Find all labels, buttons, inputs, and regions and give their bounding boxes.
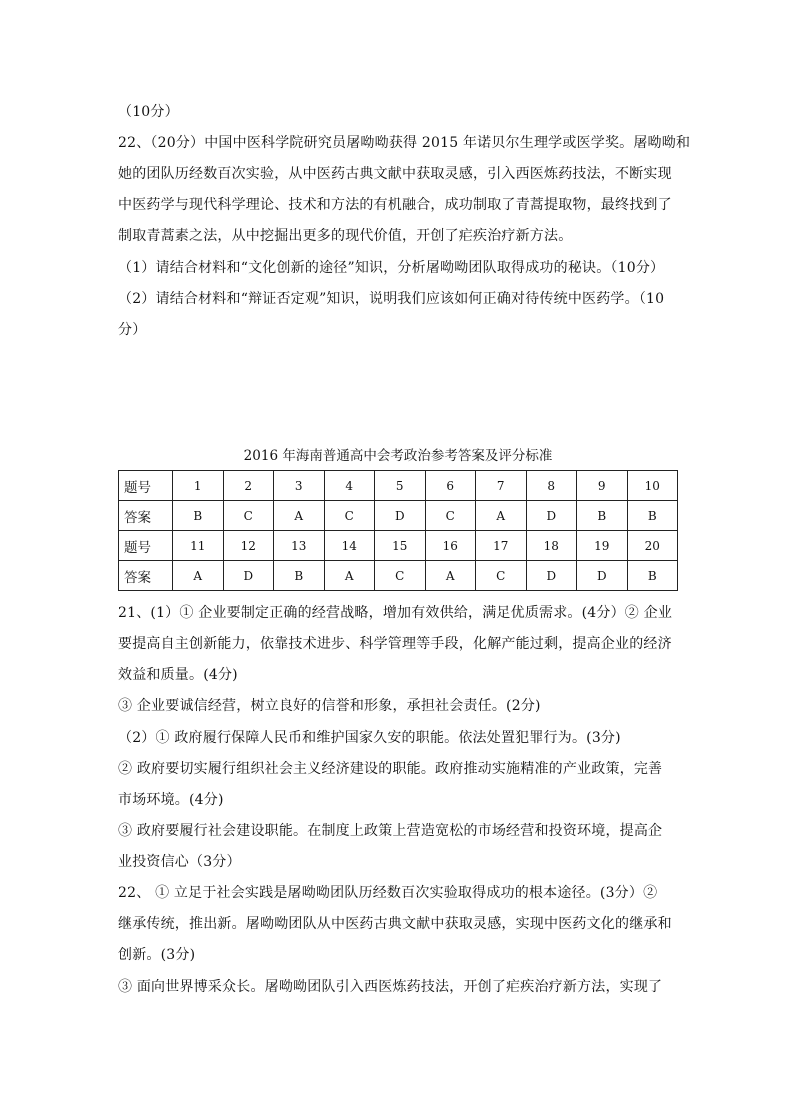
row-label: 答案 [119,501,173,531]
table-cell: B [627,501,678,531]
table-cell: 19 [577,531,628,561]
table-row [119,561,678,591]
text-line: ③ 政府要履行社会建设职能。在制度上政策上营造宽松的市场经营和投资环境，提高企 [118,823,663,839]
table-cell: 15 [375,531,426,561]
table-row [119,471,678,501]
text-line: 中医药学与现代科学理论、技术和方法的有机融合，成功制取了青蒿提取物，最终找到了 [118,197,672,213]
table-cell: C [324,501,375,531]
table-cell: B [577,501,628,531]
text-line: 分） [118,322,147,338]
table-cell: 17 [476,531,527,561]
table-cell: B [274,561,325,591]
table-cell: B [627,561,678,591]
table-cell: D [526,501,577,531]
table-row [119,531,678,561]
table-cell: 13 [274,531,325,561]
table-cell: D [526,561,577,591]
table-cell: 12 [223,531,274,561]
text-line: 制取青蒿素之法，从中挖掘出更多的现代价值，开创了疟疾治疗新方法。 [118,228,573,244]
table-row [119,501,678,531]
text-line: ② 政府要切实履行组织社会主义经济建设的职能。政府推动实施精准的产业政策，完善 [118,761,663,777]
table-cell: A [476,501,527,531]
table-cell: 1 [173,471,224,501]
text-line: 业投资信心（3分） [118,854,241,870]
table-cell: D [375,501,426,531]
sub-question-2: （2）请结合材料和“辩证否定观”知识，说明我们应该如何正确对待传统中医药学。（10 [118,291,665,307]
table-cell: 3 [274,471,325,501]
table-cell: 5 [375,471,426,501]
table-cell: 2 [223,471,274,501]
text-line: （2）① 政府履行保障人民币和维护国家久安的职能。依法处置犯罪行为。(3分) [118,730,621,746]
table-cell: 18 [526,531,577,561]
row-label: 题号 [119,471,173,501]
row-label: 答案 [119,561,173,591]
table-cell: C [425,501,476,531]
table-cell: D [577,561,628,591]
text-line: ③ 面向世界博采众长。屠呦呦团队引入西医炼药技法，开创了疟疾治疗新方法，实现了 [118,979,663,995]
answer-table [118,470,678,591]
table-cell: A [274,501,325,531]
sub-question-1: （1）请结合材料和“文化创新的途径”知识，分析屠呦呦团队取得成功的秘诀。（10分） [118,260,665,276]
table-cell: 11 [173,531,224,561]
table-cell: A [173,561,224,591]
question-22-line: 22、（20分）中国中医科学院研究员屠呦呦获得 2015 年诺贝尔生理学或医学奖。屠呦呦和 [118,135,691,151]
table-cell: A [425,561,476,591]
answer-21-line: 21、(1）① 企业要制定正确的经营战略，增加有效供给，满足优质需求。(4分）② 企业 [118,605,673,621]
table-cell: 9 [577,471,628,501]
table-cell: C [375,561,426,591]
text-line: 创新。(3分) [118,947,196,963]
answer-22-line: 22、 ① 立足于社会实践是屠呦呦团队历经数百次实验取得成功的根本途径。(3分）② [118,885,658,901]
table-cell: 10 [627,471,678,501]
table-cell: A [324,561,375,591]
table-cell: 8 [526,471,577,501]
table-cell: 16 [425,531,476,561]
text-line: 效益和质量。(4分) [118,667,238,683]
table-cell: 6 [425,471,476,501]
answer-title: 2016 年海南普通高中会考政治参考答案及评分标准 [243,448,553,464]
text-line: ③ 企业要诚信经营，树立良好的信誉和形象，承担社会责任。(2分) [118,698,541,714]
table-cell: 20 [627,531,678,561]
text-line: 她的团队历经数百次实验，从中医药古典文献中获取灵感，引入西医炼药技法，不断实现 [118,166,672,182]
table-cell: 14 [324,531,375,561]
text-line: 市场环境。(4分) [118,792,224,808]
text-line: 继承传统，推出新。屠呦呦团队从中医药古典文献中获取灵感，实现中医药文化的继承和 [118,916,672,932]
table-cell: C [476,561,527,591]
text-line: 要提高自主创新能力，依靠技术进步、科学管理等手段，化解产能过剩，提高企业的经济 [118,636,672,652]
text-line: （10分） [118,104,179,120]
row-label: 题号 [119,531,173,561]
table-cell: 7 [476,471,527,501]
table-cell: B [173,501,224,531]
table-cell: 4 [324,471,375,501]
table-cell: C [223,501,274,531]
table-cell: D [223,561,274,591]
